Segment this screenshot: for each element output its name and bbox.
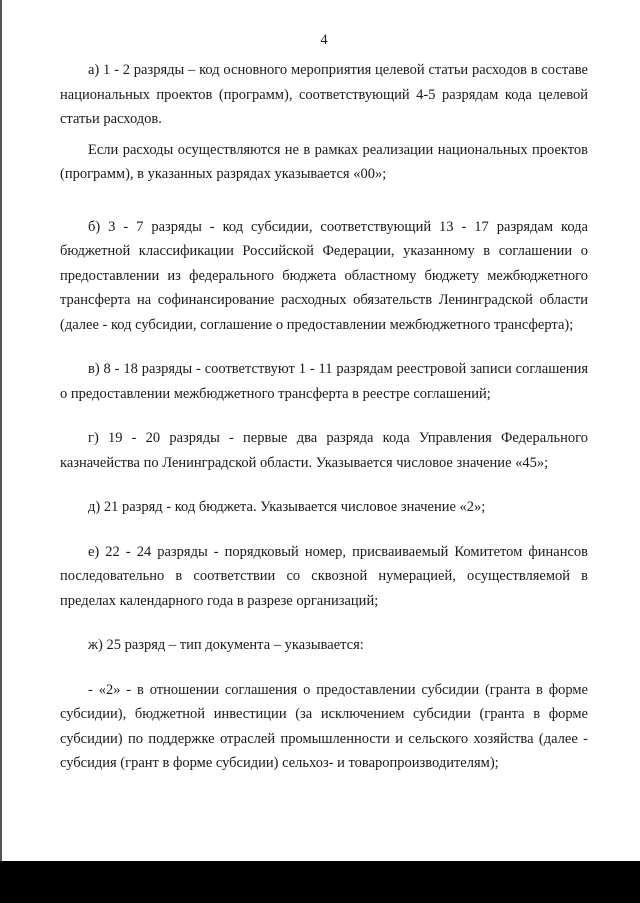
- paragraph-zh-item-2: - «2» - в отношении соглашения о предоставлении субсидии (гранта в форме субсидии), бюджетной инвестиции (за исключением субсидии (гранта в форме субсидии) по поддержке отраслей промышленности и сельского хозяйства (далее - субсидия (грант в форме субсидии) сельхоз- и товаропроизводителям);: [60, 681, 588, 771]
- paragraph-b: б) 3 - 7 разряды - код субсидии, соответствующий 13 - 17 разрядам кода бюджетной классификации Российской Федерации, указанному в соглашении о предоставлении из федерального бюджета областному бюджету межбюджетного трансферта на софинансирование расходных обязательств Ленинградской области (далее - код субсидии, соглашение о предоставлении межбюджетного трансферта);: [60, 218, 588, 333]
- scan-left-edge: [0, 0, 2, 903]
- page-number: 4: [320, 32, 328, 48]
- paragraph-a: а) 1 - 2 разряды – код основного мероприятия целевой статьи расходов в составе национальных проектов (программ), соответствующий 4-5 разрядам кода целевой статьи расходов.: [60, 62, 588, 127]
- paragraph-a-note: Если расходы осуществляются не в рамках реализации национальных проектов (программ), в указанных разрядах указывается «00»;: [60, 141, 588, 182]
- paragraph-zh: ж) 25 разряд – тип документа – указывается:: [88, 637, 364, 653]
- paragraph-d: д) 21 разряд - код бюджета. Указывается числовое значение «2»;: [88, 499, 486, 515]
- paragraph-g: г) 19 - 20 разряды - первые два разряда кода Управления Федерального казначейства по Ленинградской области. Указывается числовое значение «45»;: [60, 430, 588, 471]
- document-body: [60, 58, 588, 776]
- paragraph-v: в) 8 - 18 разряды - соответствуют 1 - 11 разрядам реестровой записи соглашения о предоставлении межбюджетного трансферта в реестре соглашений;: [60, 361, 588, 402]
- paragraph-e: е) 22 - 24 разряды - порядковый номер, присваиваемый Комитетом финансов последовательно в соответствии со сквозной нумерацией, осуществляемой в пределах календарного года в разрезе организаций;: [60, 543, 588, 609]
- scan-bottom-bar: [0, 861, 640, 903]
